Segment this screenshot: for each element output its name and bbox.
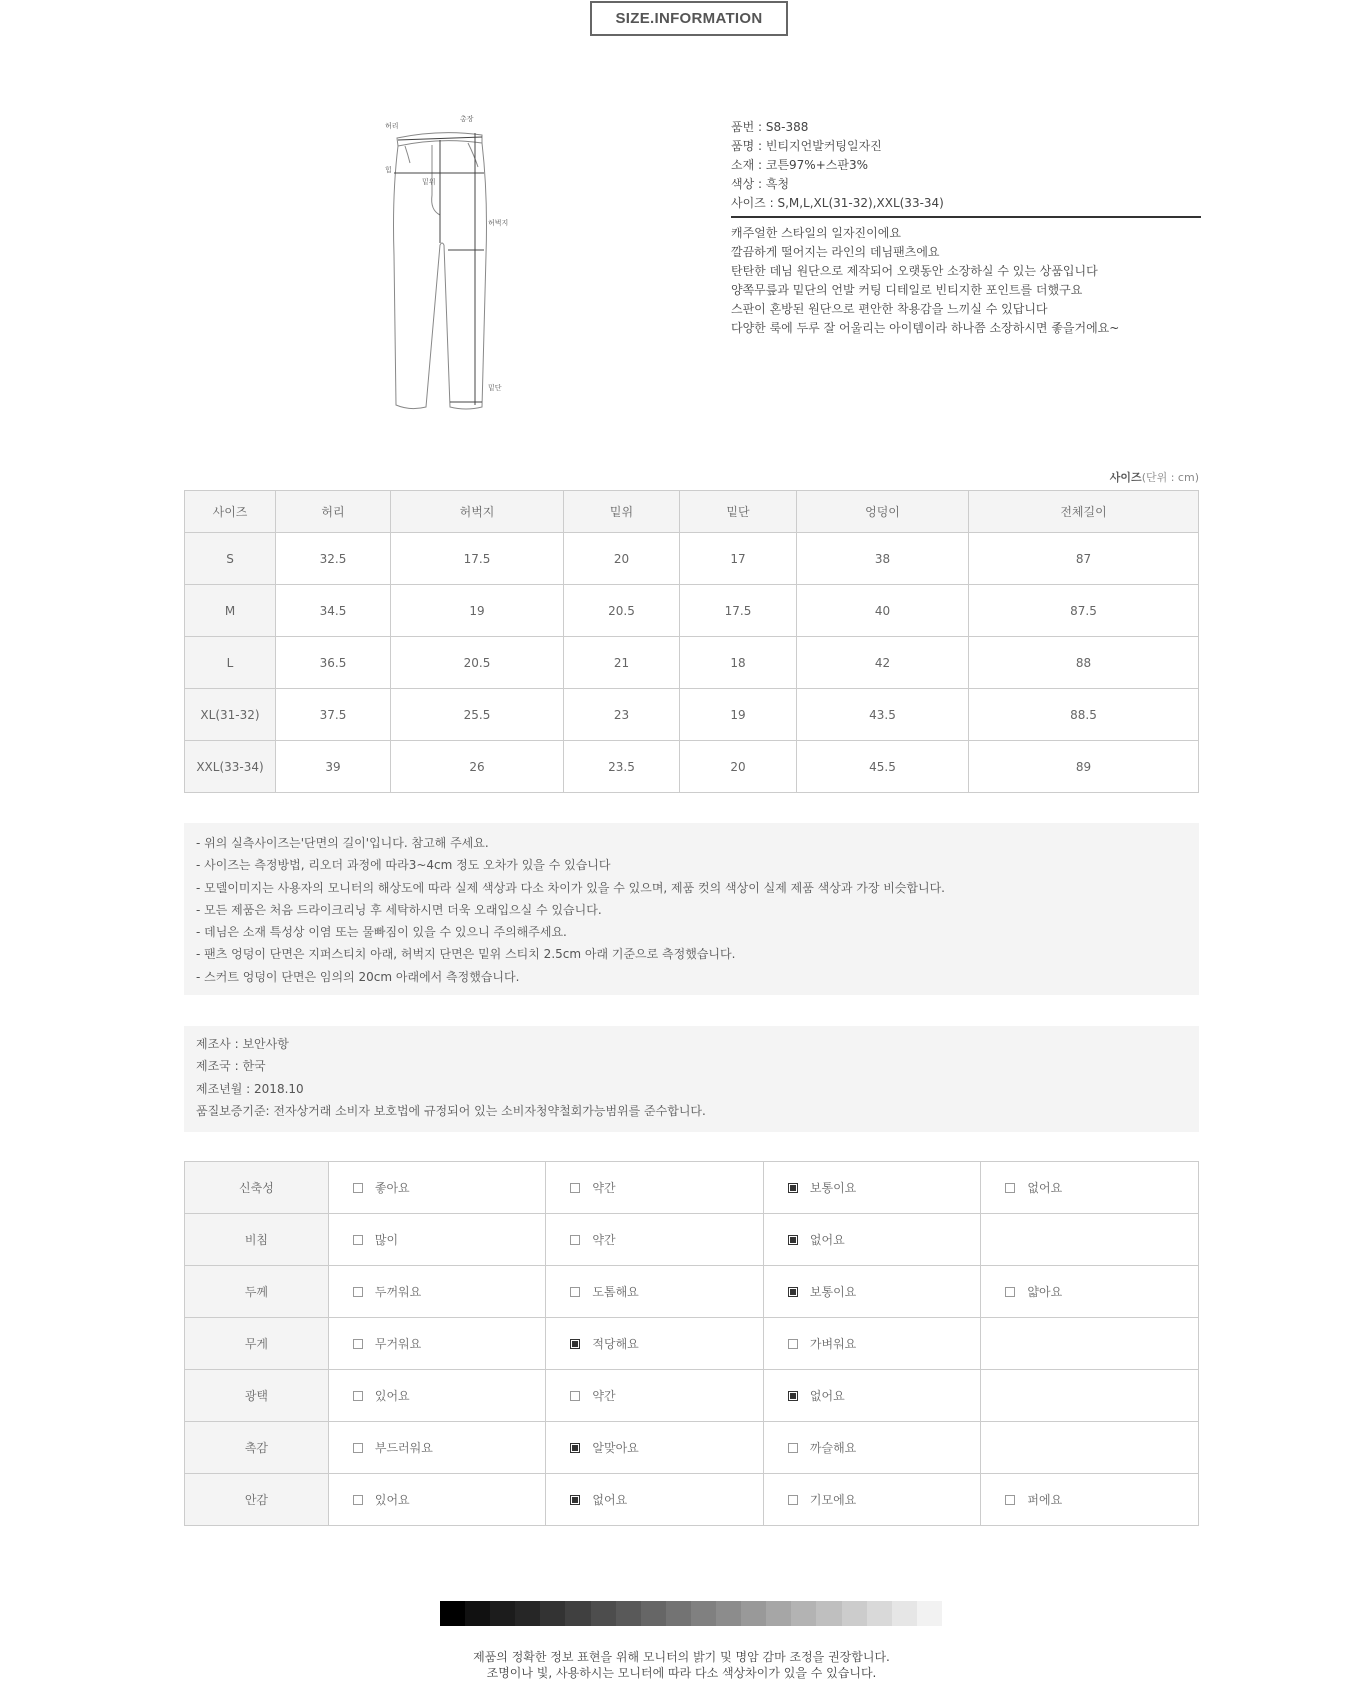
value-cell: 20.5 bbox=[391, 637, 564, 689]
eval-option bbox=[328, 1318, 546, 1370]
gray-swatch bbox=[867, 1601, 892, 1626]
note-line: - 모든 제품은 처음 드라이크리닝 후 세탁하시면 더욱 오래입으실 수 있습니다. bbox=[196, 902, 602, 917]
gray-swatch bbox=[816, 1601, 841, 1626]
eval-option-empty bbox=[981, 1422, 1199, 1474]
note-line: - 위의 실측사이즈는'단면의 길이'입니다. 참고해 주세요. bbox=[196, 836, 489, 850]
size-unit-title: 사이즈 bbox=[1109, 471, 1142, 484]
table-row bbox=[185, 533, 1199, 585]
table-row bbox=[185, 1370, 1199, 1422]
gray-swatch bbox=[515, 1601, 540, 1626]
gray-swatch bbox=[641, 1601, 666, 1626]
value-cell: 88.5 bbox=[969, 689, 1199, 741]
note-line: - 데님은 소재 특성상 이염 또는 물빠짐이 있을 수 있으니 주의해주세요. bbox=[196, 925, 567, 940]
value-cell: 40 bbox=[797, 585, 969, 637]
eval-option bbox=[763, 1370, 981, 1422]
table-row bbox=[185, 1318, 1199, 1370]
checkbox-icon[interactable] bbox=[788, 1495, 798, 1505]
maker-line: 제조년월 : 2018.10 bbox=[196, 1081, 304, 1096]
gray-swatch bbox=[540, 1601, 565, 1626]
value-cell: 26 bbox=[391, 741, 564, 793]
value-cell: 17 bbox=[680, 533, 797, 585]
size-table-header bbox=[185, 491, 1199, 533]
value-cell: 23 bbox=[564, 689, 680, 741]
gray-swatch bbox=[666, 1601, 691, 1626]
maker-line: 품질보증기준: 전자상거래 소비자 보호법에 규정되어 있는 소비자청약철회가능범위를 준수합니다. bbox=[196, 1103, 706, 1118]
eval-option-empty bbox=[981, 1214, 1199, 1266]
eval-attribute: 무게 bbox=[185, 1318, 329, 1370]
description-line: 탄탄한 데님 원단으로 제작되어 오랫동안 소장하실 수 있는 상품입니다 bbox=[731, 264, 1098, 278]
gray-swatch bbox=[490, 1601, 515, 1626]
eval-option bbox=[328, 1422, 546, 1474]
value-cell: 19 bbox=[680, 689, 797, 741]
eval-option-label: 있어요 bbox=[374, 1389, 410, 1403]
eval-option bbox=[981, 1266, 1199, 1318]
eval-option-label: 없어요 bbox=[1027, 1181, 1063, 1195]
header-cell: 전체길이 bbox=[969, 491, 1199, 533]
size-cell: M bbox=[185, 585, 276, 637]
gray-swatch bbox=[465, 1601, 490, 1626]
spec-item-name: 품명 : 빈티지언발커팅일자진 bbox=[731, 139, 882, 153]
checkbox-icon[interactable] bbox=[353, 1443, 363, 1453]
eval-option-label: 없어요 bbox=[809, 1233, 845, 1247]
eval-option-label: 있어요 bbox=[374, 1493, 410, 1507]
value-cell: 42 bbox=[797, 637, 969, 689]
eval-option bbox=[328, 1214, 546, 1266]
value-cell: 38 bbox=[797, 533, 969, 585]
gray-swatch bbox=[766, 1601, 791, 1626]
eval-attribute: 안감 bbox=[185, 1474, 329, 1526]
header-cell: 밑위 bbox=[564, 491, 680, 533]
eval-option-label: 부드러워요 bbox=[374, 1441, 433, 1455]
gray-swatch bbox=[917, 1601, 942, 1626]
value-cell: 87 bbox=[969, 533, 1199, 585]
eval-option-empty bbox=[981, 1318, 1199, 1370]
checkbox-icon[interactable] bbox=[353, 1495, 363, 1505]
eval-attribute: 촉감 bbox=[185, 1422, 329, 1474]
note-line: - 팬츠 엉덩이 단면은 지퍼스티치 아래, 허벅지 단면은 밑위 스티치 2.5cm 아래 기준으로 측정했습니다. bbox=[196, 947, 736, 962]
description-line: 양쪽무릎과 밑단의 언발 커팅 디테일로 빈티지한 포인트를 더했구요 bbox=[731, 283, 1083, 297]
checkbox-icon[interactable] bbox=[353, 1287, 363, 1297]
eval-option-label: 얇아요 bbox=[1027, 1285, 1063, 1299]
size-cell: XL(31-32) bbox=[185, 689, 276, 741]
header-cell: 밑단 bbox=[680, 491, 797, 533]
pants-outline-icon bbox=[370, 115, 520, 415]
eval-option bbox=[763, 1318, 981, 1370]
description-line: 스판이 혼방된 원단으로 편안한 착용감을 느끼실 수 있답니다 bbox=[731, 302, 1048, 316]
value-cell: 43.5 bbox=[797, 689, 969, 741]
checkbox-icon[interactable] bbox=[1005, 1495, 1015, 1505]
diagram-label-thigh: 허벅지 bbox=[488, 219, 509, 227]
eval-option-label: 좋아요 bbox=[374, 1181, 410, 1195]
spec-item-code: 품번 : S8-388 bbox=[731, 120, 809, 134]
note-line: - 스커트 엉덩이 단면은 임의의 20cm 아래에서 측정했습니다. bbox=[196, 969, 520, 984]
value-cell: 34.5 bbox=[276, 585, 391, 637]
checkbox-checked-icon[interactable] bbox=[570, 1495, 580, 1505]
checkbox-icon[interactable] bbox=[353, 1235, 363, 1245]
eval-option-label: 많이 bbox=[374, 1233, 399, 1247]
diagram-label-hip: 힙 bbox=[385, 166, 392, 174]
size-table bbox=[184, 490, 1199, 793]
gray-swatch bbox=[616, 1601, 641, 1626]
value-cell: 88 bbox=[969, 637, 1199, 689]
eval-option bbox=[763, 1214, 981, 1266]
checkbox-icon[interactable] bbox=[1005, 1183, 1015, 1193]
value-cell: 18 bbox=[680, 637, 797, 689]
product-evaluation-table bbox=[184, 1161, 1199, 1526]
note-line: - 사이즈는 측정방법, 리오더 과정에 따라3~4cm 정도 오차가 있을 수 있습니다 bbox=[196, 858, 611, 873]
value-cell: 87.5 bbox=[969, 585, 1199, 637]
header-cell: 사이즈 bbox=[185, 491, 276, 533]
spec-item-color: 색상 : 흑청 bbox=[731, 177, 790, 191]
value-cell: 17.5 bbox=[391, 533, 564, 585]
table-row bbox=[185, 637, 1199, 689]
checkbox-icon[interactable] bbox=[353, 1391, 363, 1401]
gray-swatch bbox=[892, 1601, 917, 1626]
checkbox-checked-icon[interactable] bbox=[788, 1391, 798, 1401]
eval-attribute: 두께 bbox=[185, 1266, 329, 1318]
table-row bbox=[185, 741, 1199, 793]
description-line: 캐주얼한 스타일의 일자진이에요 bbox=[731, 226, 901, 240]
value-cell: 20 bbox=[564, 533, 680, 585]
header-cell: 허리 bbox=[276, 491, 391, 533]
checkbox-icon[interactable] bbox=[570, 1183, 580, 1193]
gray-swatch bbox=[691, 1601, 716, 1626]
manufacturer-info bbox=[184, 1026, 1199, 1132]
eval-option bbox=[546, 1214, 764, 1266]
description-line: 다양한 룩에 두루 잘 어울리는 아이템이라 하나쯤 소장하시면 좋을거에요~ bbox=[731, 321, 1120, 335]
header-cell: 엉덩이 bbox=[797, 491, 969, 533]
value-cell: 20.5 bbox=[564, 585, 680, 637]
footer-note-2: 조명이나 빛, 사용하시는 모니터에 따라 다소 색상차이가 있을 수 있습니다. bbox=[486, 1666, 877, 1680]
checkbox-icon[interactable] bbox=[353, 1183, 363, 1193]
eval-option bbox=[763, 1422, 981, 1474]
checkbox-checked-icon[interactable] bbox=[788, 1183, 798, 1193]
diagram-label-waist: 허리 bbox=[385, 122, 399, 130]
table-row bbox=[185, 689, 1199, 741]
eval-option bbox=[763, 1474, 981, 1526]
pants-diagram bbox=[370, 115, 520, 415]
description-line: 깔끔하게 떨어지는 라인의 데님팬츠에요 bbox=[731, 245, 940, 259]
eval-option-label: 기모에요 bbox=[809, 1493, 857, 1507]
eval-option bbox=[328, 1474, 546, 1526]
note-line: - 모델이미지는 사용자의 모니터의 해상도에 따라 실제 색상과 다소 차이가 있을 수 있으며, 제품 컷의 색상이 실제 제품 색상과 가장 비슷합니다. bbox=[196, 880, 945, 895]
table-row bbox=[185, 1162, 1199, 1214]
gray-swatch bbox=[565, 1601, 590, 1626]
size-cell: XXL(33-34) bbox=[185, 741, 276, 793]
checkbox-checked-icon[interactable] bbox=[570, 1443, 580, 1453]
checkbox-checked-icon[interactable] bbox=[570, 1339, 580, 1349]
eval-option-label: 무거워요 bbox=[374, 1337, 422, 1351]
size-unit-note: (단위 : cm) bbox=[1141, 471, 1199, 484]
value-cell: 45.5 bbox=[797, 741, 969, 793]
value-cell: 21 bbox=[564, 637, 680, 689]
value-cell: 37.5 bbox=[276, 689, 391, 741]
eval-option bbox=[763, 1162, 981, 1214]
value-cell: 23.5 bbox=[564, 741, 680, 793]
checkbox-icon[interactable] bbox=[788, 1443, 798, 1453]
eval-option-label: 약간 bbox=[592, 1233, 616, 1247]
eval-option-label: 알맞아요 bbox=[592, 1441, 639, 1455]
gray-swatch bbox=[842, 1601, 867, 1626]
eval-option bbox=[328, 1162, 546, 1214]
table-row bbox=[185, 1266, 1199, 1318]
gray-swatch bbox=[741, 1601, 766, 1626]
value-cell: 17.5 bbox=[680, 585, 797, 637]
spec-divider bbox=[731, 216, 1201, 218]
size-notes bbox=[184, 823, 1199, 995]
eval-option-label: 가벼워요 bbox=[809, 1337, 857, 1351]
maker-line: 제조국 : 한국 bbox=[196, 1059, 266, 1074]
eval-option-label: 약간 bbox=[592, 1389, 616, 1403]
value-cell: 20 bbox=[680, 741, 797, 793]
gray-swatch bbox=[791, 1601, 816, 1626]
table-row bbox=[185, 1214, 1199, 1266]
eval-option bbox=[328, 1370, 546, 1422]
gray-scale-bar bbox=[440, 1601, 942, 1626]
eval-option-label: 퍼에요 bbox=[1027, 1493, 1063, 1507]
eval-option bbox=[546, 1162, 764, 1214]
value-cell: 25.5 bbox=[391, 689, 564, 741]
eval-option-label: 까슬해요 bbox=[809, 1441, 857, 1455]
eval-attribute: 광택 bbox=[185, 1370, 329, 1422]
checkbox-icon[interactable] bbox=[570, 1391, 580, 1401]
checkbox-checked-icon[interactable] bbox=[788, 1235, 798, 1245]
value-cell: 19 bbox=[391, 585, 564, 637]
spec-item-sizes: 사이즈 : S,M,L,XL(31-32),XXL(33-34) bbox=[731, 196, 944, 210]
size-unit-label bbox=[1110, 469, 1199, 485]
gray-swatch bbox=[591, 1601, 616, 1626]
diagram-label-rise: 밑위 bbox=[422, 178, 436, 186]
checkbox-icon[interactable] bbox=[570, 1235, 580, 1245]
size-cell: L bbox=[185, 637, 276, 689]
diagram-label-total-length: 총장 bbox=[460, 115, 474, 123]
checkbox-icon[interactable] bbox=[353, 1339, 363, 1349]
spec-item-material: 소재 : 코튼97%+스판3% bbox=[731, 158, 868, 172]
eval-option-label: 약간 bbox=[592, 1181, 616, 1195]
eval-option-label: 도톰해요 bbox=[592, 1285, 639, 1299]
eval-option bbox=[981, 1474, 1199, 1526]
eval-option-label: 보통이요 bbox=[809, 1285, 857, 1299]
eval-option bbox=[546, 1318, 764, 1370]
eval-option bbox=[981, 1162, 1199, 1214]
header-cell: 허벅지 bbox=[391, 491, 564, 533]
eval-option-label: 적당해요 bbox=[592, 1337, 639, 1351]
eval-option bbox=[546, 1422, 764, 1474]
eval-option-label: 보통이요 bbox=[809, 1181, 857, 1195]
gray-swatch bbox=[440, 1601, 465, 1626]
eval-option-label: 두꺼워요 bbox=[374, 1285, 422, 1299]
table-row bbox=[185, 1474, 1199, 1526]
value-cell: 39 bbox=[276, 741, 391, 793]
eval-option-label: 없어요 bbox=[592, 1493, 628, 1507]
product-description bbox=[731, 224, 1201, 338]
value-cell: 32.5 bbox=[276, 533, 391, 585]
eval-option bbox=[328, 1266, 546, 1318]
eval-option-label: 없어요 bbox=[809, 1389, 845, 1403]
diagram-label-hem: 밑단 bbox=[488, 384, 502, 392]
table-row bbox=[185, 1422, 1199, 1474]
value-cell: 89 bbox=[969, 741, 1199, 793]
product-spec bbox=[731, 118, 1201, 338]
checkbox-checked-icon[interactable] bbox=[788, 1287, 798, 1297]
checkbox-icon[interactable] bbox=[570, 1287, 580, 1297]
eval-attribute: 비침 bbox=[185, 1214, 329, 1266]
checkbox-icon[interactable] bbox=[1005, 1287, 1015, 1297]
table-row bbox=[185, 585, 1199, 637]
eval-option bbox=[546, 1266, 764, 1318]
maker-line: 제조사 : 보안사항 bbox=[196, 1037, 289, 1051]
eval-option bbox=[546, 1474, 764, 1526]
checkbox-icon[interactable] bbox=[788, 1339, 798, 1349]
footer-note-1: 제품의 정확한 정보 표현을 위해 모니터의 밝기 및 명암 감마 조정을 권장합니다. bbox=[473, 1650, 890, 1664]
size-cell: S bbox=[185, 533, 276, 585]
page-title: SIZE.INFORMATION bbox=[590, 1, 788, 36]
eval-option-empty bbox=[981, 1370, 1199, 1422]
gray-swatch bbox=[716, 1601, 741, 1626]
eval-attribute: 신축성 bbox=[185, 1162, 329, 1214]
value-cell: 36.5 bbox=[276, 637, 391, 689]
eval-option bbox=[546, 1370, 764, 1422]
eval-option bbox=[763, 1266, 981, 1318]
